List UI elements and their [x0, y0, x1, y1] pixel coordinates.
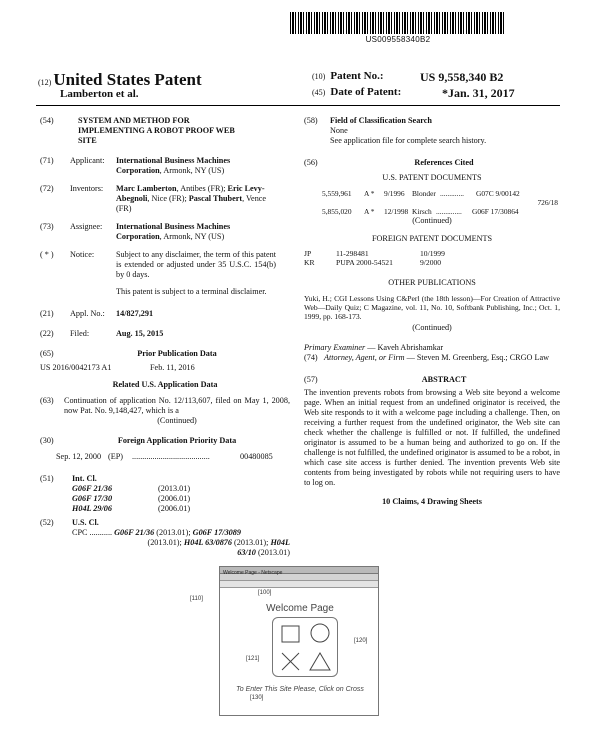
- assignee-name: International Business Machines Corporation: [116, 222, 231, 241]
- applicant-loc: , Armonk, NY (US): [159, 166, 225, 175]
- ref-label-100: [100]: [258, 590, 272, 596]
- intcl-label: Int. Cl.: [72, 474, 97, 483]
- kind-number: (12): [38, 78, 52, 87]
- field-heading: Field of Classification Search: [330, 116, 432, 125]
- circle-icon: [311, 624, 329, 642]
- intcl-version: (2006.01): [158, 494, 191, 503]
- continuation-continued: (Continued): [157, 416, 197, 425]
- us-doc-dots: ..............: [436, 207, 462, 217]
- foreign-doc-number: PUPA 2000-54521: [336, 258, 393, 268]
- us-doc-row: [322, 189, 560, 198]
- drawing-addressbar: [220, 581, 378, 588]
- date-value: *Jan. 31, 2017: [442, 86, 515, 100]
- left-column: [40, 116, 290, 558]
- invention-title: SYSTEM AND METHOD FOR IMPLEMENTING A ROBOT PROOF WEB SITE: [78, 116, 235, 145]
- us-doc-number: 5,855,020: [322, 207, 352, 217]
- notice-text-terminal: This patent is subject to a terminal disclaimer.: [116, 287, 267, 296]
- prior-pub-heading-row: [40, 349, 290, 359]
- cpc-code-c: G06F 17/3089: [192, 528, 241, 537]
- welcome-page-title: Welcome Page: [266, 603, 334, 614]
- assignee-field: [40, 222, 290, 242]
- prior-num: (65): [40, 349, 54, 358]
- refs-heading: References Cited: [414, 158, 474, 167]
- us-docs-list: [322, 189, 560, 216]
- inventors-field: [40, 184, 290, 214]
- cpc-code-a: G06F 21/36: [114, 528, 155, 537]
- barcode: [290, 12, 506, 34]
- us-doc-kind: A *: [364, 207, 375, 217]
- inventor-short: Lamberton et al.: [60, 88, 139, 100]
- primary-examiner: [304, 343, 560, 353]
- ref-label-130: [130]: [250, 695, 264, 701]
- foreign-date: Sep. 12, 2000: [56, 452, 102, 461]
- examiner-label: Primary Examiner: [304, 343, 366, 353]
- foreign-dots: ......................................: [132, 452, 210, 461]
- foreign-doc-row: [304, 258, 560, 267]
- inventor-1-name: Marc Lamberton: [116, 184, 177, 193]
- inventor-2-name: Eric Levy-Abegnoli: [116, 184, 265, 203]
- int-cl-heading-row: [40, 474, 290, 484]
- appl-label: Appl. No.:: [70, 309, 105, 318]
- int-cl-item: [72, 504, 290, 514]
- foreign-doc-cc: JP: [304, 249, 312, 259]
- references-heading-row: [304, 158, 560, 168]
- inventor-1-loc: , Antibes (FR);: [176, 184, 228, 193]
- triangle-icon: [310, 653, 330, 670]
- foreign-num: (30): [40, 436, 54, 445]
- foreign-priority-heading-row: [40, 436, 290, 446]
- inventors-num: (72): [40, 184, 54, 193]
- us-doc-dots: .............: [440, 189, 465, 198]
- square-icon: [282, 626, 299, 642]
- applicant-num: (71): [40, 156, 54, 165]
- us-doc-name: Kirsch: [412, 207, 432, 217]
- appl-value: 14/827,291: [116, 309, 154, 318]
- applicant-field: [40, 156, 290, 176]
- attorney-name: — Steven M. Greenberg, Esq.; CRGO Law: [404, 353, 550, 363]
- cpc-code-h: 63/10: [237, 548, 256, 557]
- us-doc-number: 5,559,961: [322, 189, 352, 198]
- uscl-num: (52): [40, 518, 54, 527]
- foreign-office: (EP): [108, 452, 124, 461]
- cont-num: (63): [40, 396, 54, 405]
- patent-no-num: (10): [312, 72, 326, 81]
- inventor-2-loc: , Nice (FR);: [147, 194, 189, 203]
- cpc-label: CPC ...........: [72, 528, 113, 537]
- date-row: [312, 86, 562, 99]
- filed-num: (22): [40, 329, 54, 338]
- us-docs-heading: U.S. PATENT DOCUMENTS: [382, 173, 482, 182]
- drawing-window-title: Welcome Page - Netscape: [223, 570, 283, 576]
- examiner-name: — Kaveh Abrishamkar: [365, 343, 444, 353]
- notice-label: Notice:: [70, 250, 95, 259]
- ref-label-121: [121]: [246, 656, 260, 662]
- abstract-heading-row: [304, 375, 560, 385]
- us-docs-continued: (Continued): [412, 216, 452, 226]
- inventor-3-name: Pascal Thubert: [188, 194, 243, 203]
- refs-num: (56): [304, 158, 318, 167]
- int-cl-item: [72, 484, 290, 494]
- ref-label-110: [110]: [190, 596, 203, 602]
- foreign-docs-heading: FOREIGN PATENT DOCUMENTS: [371, 234, 493, 244]
- date-num: (45): [312, 88, 326, 97]
- cpc-code-g: H04L: [270, 538, 290, 547]
- intcl-code: G06F 17/30: [72, 494, 113, 503]
- inventors-label: Inventors:: [70, 184, 104, 193]
- title-field: [40, 116, 290, 146]
- cpc-ver-d: (2013.01);: [147, 538, 184, 547]
- continuation-text: Continuation of application No. 12/113,607, filed on May 1, 2008, now Pat. No. 9,148,427, which is a: [64, 396, 290, 415]
- assignee-value: [116, 222, 276, 242]
- applicant-label: Applicant:: [70, 156, 105, 165]
- prior-heading: Prior Publication Data: [137, 349, 217, 358]
- related-heading: Related U.S. Application Data: [112, 380, 218, 389]
- applicant-name: International Business Machines Corporation: [116, 156, 231, 175]
- us-doc-name: Blonder: [412, 189, 436, 198]
- notice-num: ( * ): [40, 250, 54, 259]
- us-doc-row: [322, 207, 560, 216]
- foreign-docs-list: [304, 249, 560, 268]
- intcl-code: H04L 29/06: [72, 504, 112, 513]
- title-num: (54): [40, 116, 54, 125]
- patent-no-value: US 9,558,340 B2: [420, 70, 504, 84]
- patent-no-label: Patent No.:: [330, 70, 384, 82]
- claims-count: 10 Claims, 4 Drawing Sheets: [382, 497, 482, 507]
- foreign-doc-date: 9/2000: [420, 258, 442, 268]
- assignee-num: (73): [40, 222, 54, 231]
- intcl-num: (51): [40, 474, 54, 483]
- applicant-value: [116, 156, 276, 176]
- attorney-num: (74): [304, 353, 318, 363]
- prior-pub-row: [40, 363, 290, 373]
- inventor-3-loc: , Vence (FR): [116, 194, 267, 213]
- assignee-label: Assignee:: [70, 222, 103, 231]
- abstract-text: The invention prevents robots from browsing a Web site beyond a welcome page. When an initial request from an undefined originator is received, the Web site responds to it with a welcome page including a challenge. Then, on receiving a further request from the undefined originator, the Web site can check whether the challenge is fulfilled or not. If fulfilled, the undefined originator is assumed to be a human being and authorized to go on. If the challenge is not fulfilled, the undefined originator is assumed to be a robot, in which case site access is further denied. The invention prevents Web site contents from being investigated by robots while not requiring users to have to log on.: [304, 388, 560, 488]
- abstract-num: (57): [304, 375, 318, 385]
- assignee-loc: , Armonk, NY (US): [159, 232, 225, 241]
- intcl-version: (2013.01): [158, 484, 191, 493]
- cpc-ver-f: (2013.01);: [232, 538, 271, 547]
- foreign-doc-date: 10/1999: [420, 249, 445, 259]
- challenge-box: [272, 617, 338, 677]
- prior-pub-number: US 2016/0042173 A1: [40, 363, 112, 372]
- appl-no-field: [40, 309, 290, 319]
- field-search-heading-row: [304, 116, 560, 126]
- foreign-heading: Foreign Application Priority Data: [117, 436, 237, 445]
- int-cl-list: [72, 484, 290, 514]
- right-column: [304, 116, 560, 507]
- field-none: None: [330, 126, 348, 135]
- filed-field: [40, 329, 290, 339]
- appl-num: (21): [40, 309, 54, 318]
- notice-text: Subject to any disclaimer, the term of this patent is extended or adjusted under 35 U.S.C. 154(b) by 0 days.: [116, 250, 276, 279]
- other-pubs-heading: OTHER PUBLICATIONS: [388, 277, 476, 287]
- doc-type: United States Patent: [53, 70, 202, 89]
- foreign-doc-cc: KR: [304, 258, 315, 268]
- prior-pub-date: Feb. 11, 2016: [150, 363, 195, 372]
- intcl-code: G06F 21/36: [72, 484, 113, 493]
- drawing-caption: To Enter This Site Please, Click on Cross: [236, 686, 364, 693]
- int-cl-item: [72, 494, 290, 504]
- notice-value: [116, 250, 276, 297]
- us-doc-kind: A *: [364, 189, 375, 198]
- cpc-ver-b: (2013.01);: [154, 528, 193, 537]
- us-doc-class: G07C 9/00142: [476, 189, 520, 198]
- us-doc-class: G06F 17/30864: [472, 207, 519, 217]
- field-num: (58): [304, 116, 318, 125]
- field-see: See application file for complete search history.: [330, 136, 487, 145]
- filed-label: Filed:: [70, 329, 90, 338]
- foreign-priority-row: [56, 452, 290, 462]
- attorney-field: [304, 353, 560, 363]
- challenge-shapes: [273, 618, 339, 678]
- attorney-label: Attorney, Agent, or Firm: [324, 353, 405, 363]
- header-rule: [36, 105, 560, 106]
- ref-label-120: [120]: [354, 638, 368, 644]
- patent-number-row: [312, 70, 562, 83]
- inventors-value: [116, 184, 276, 214]
- foreign-doc-number: 11-298481: [336, 249, 369, 259]
- foreign-app-number: 00480085: [240, 452, 273, 461]
- filed-value: Aug. 15, 2015: [116, 329, 164, 338]
- cpc-text: [72, 528, 290, 558]
- barcode-number: US009558340B2: [365, 35, 431, 44]
- foreign-doc-row: [304, 249, 560, 258]
- us-doc-date: 12/1998: [384, 207, 409, 217]
- cpc-ver-i: (2013.01): [255, 548, 290, 557]
- other-pubs-continued: (Continued): [412, 323, 452, 333]
- abstract-heading: ABSTRACT: [421, 375, 467, 385]
- intcl-version: (2006.01): [158, 504, 191, 513]
- date-label: Date of Patent:: [330, 86, 402, 98]
- drawing-titlebar: [220, 567, 378, 574]
- us-cl-heading-row: [40, 518, 290, 528]
- uscl-label: U.S. Cl.: [72, 518, 99, 527]
- other-pubs-text: Yuki, H.; CGI Lessons Using C&Perl (the 18th lesson)—For Creation of Attractive Web—Daily Quiz; C Magazine, vol. 11, No. 10, Softbank Publishing, Inc.; Oct. 1, 1999, pp. 168-173.: [304, 293, 560, 322]
- us-doc-date: 9/1996: [384, 189, 405, 198]
- cpc-code-e: H04L 63/0876: [183, 538, 232, 547]
- continuation-field: [40, 396, 290, 426]
- notice-field: [40, 250, 290, 297]
- us-doc-class2: 726/18: [537, 198, 558, 208]
